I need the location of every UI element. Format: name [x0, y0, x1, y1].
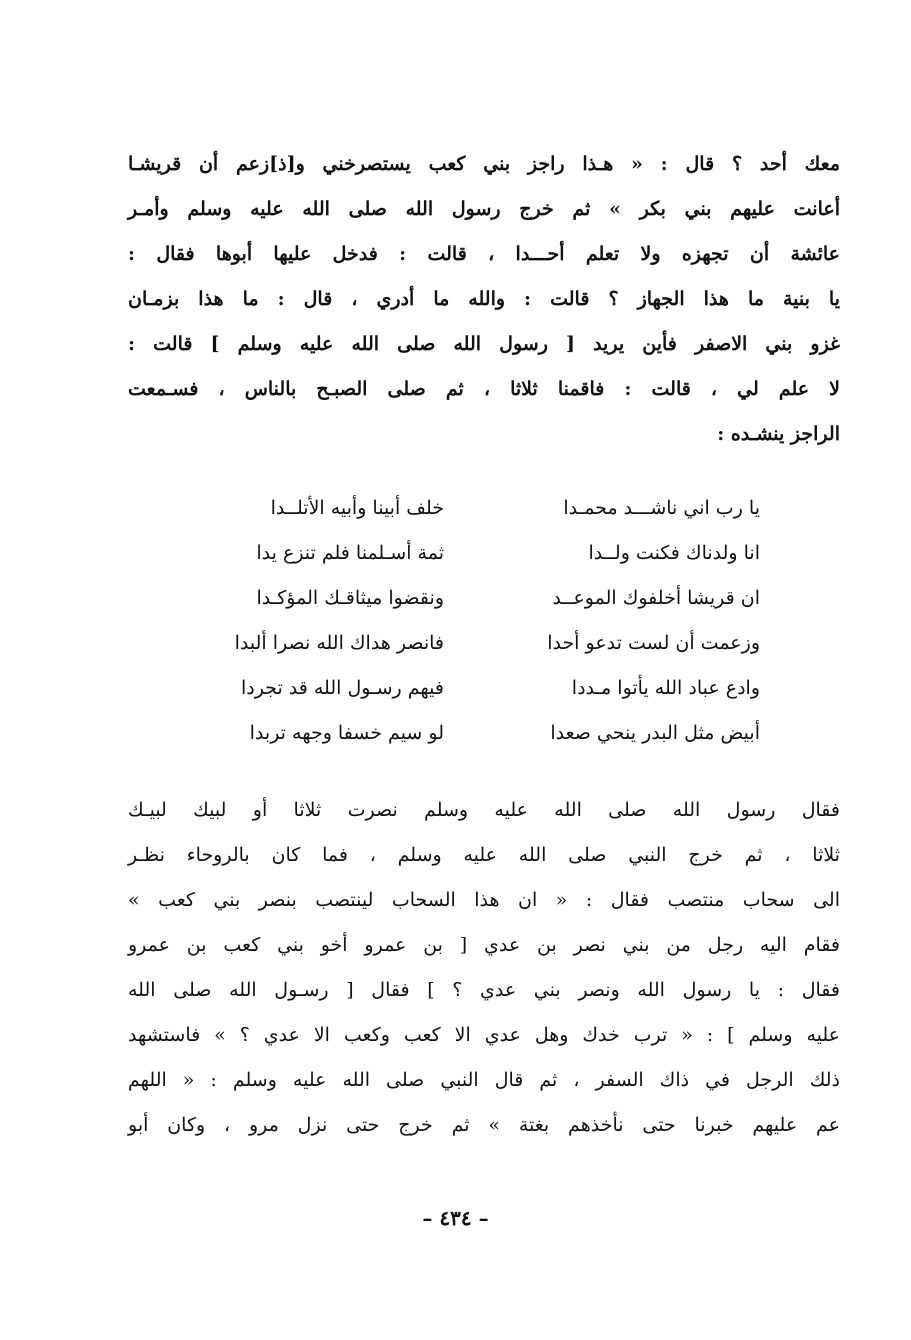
verse-first-hemistich: وزعمت أن لست تدعو أحدا — [547, 632, 760, 654]
text-line: الراجز ينشـده : — [717, 423, 840, 445]
page-number: – ٤٣٤ – — [422, 1206, 489, 1230]
text-line: فقال : يا رسول الله ونصر بني عدي ؟ ] فقال [ رسـول الله صلى الله — [128, 979, 840, 1001]
verse-second-hemistich: ثمة أسـلمنا فلم تنزع يدا — [256, 542, 444, 564]
text-line: غزو بني الاصفر فأين يريد [ رسول الله صلى الله عليه وسلم ] قالت : — [128, 333, 840, 355]
verse-second-hemistich: ونقضوا ميثاقـك المؤكـدا — [256, 587, 444, 609]
poem-verse — [160, 531, 770, 576]
verse-first-hemistich: انا ولدناك فكنت ولــدا — [588, 542, 760, 564]
paragraph-prose-1 — [128, 142, 840, 457]
poem-block — [160, 486, 770, 756]
verse-first-hemistich: ان قريشا أخلفوك الموعــد — [552, 587, 760, 609]
text-line: معك أحد ؟ قال : « هـذا راجز بني كعب يستصرخني و[ذ]زعم أن قريشـا — [128, 153, 840, 175]
text-line: عليه وسلم ] : « ترب خدك وهل عدي الا كعب وكعب الا عدي ؟ » فاستشهد — [128, 1024, 840, 1046]
verse-second-hemistich: لو سيم خسفا وجهه تربدا — [249, 722, 444, 744]
paragraph-prose-2 — [128, 788, 840, 1148]
text-line: ذلك الرجل في ذاك السفر ، ثم قال النبي صلى الله عليه وسلم : « اللهم — [128, 1069, 840, 1091]
text-line: فقام اليه رجل من بني نصر بن عدي [ بن عمرو أخو بني كعب بن عمرو — [128, 934, 840, 956]
text-line: يا بنية ما هذا الجهاز ؟ قالت : والله ما أدري ، قال : ما هذا بزمـان — [128, 288, 840, 310]
text-line: ثلاثا ، ثم خرج النبي صلى الله عليه وسلم ، فما كان بالروحاء نظـر — [128, 844, 840, 866]
verse-first-hemistich: أبيض مثل البدر ينحي صعدا — [550, 722, 760, 744]
text-line: فقال رسول الله صلى الله عليه وسلم نصرت ثلاثا أو لبيك لبيـك — [128, 799, 840, 821]
poem-verse — [160, 621, 770, 666]
verse-first-hemistich: يا رب اني ناشـــد محمـدا — [563, 497, 760, 519]
poem-verse — [160, 486, 770, 531]
verse-second-hemistich: خلف أبينا وأبيه الأتلــدا — [270, 497, 444, 519]
text-line: الى سحاب منتصب فقال : « ان هذا السحاب لينتصب بنصر بني كعب » — [128, 889, 840, 911]
poem-verse — [160, 666, 770, 711]
verse-first-hemistich: وادع عباد الله يأتوا مـددا — [571, 677, 760, 699]
verse-second-hemistich: فيهم رسـول الله قد تجردا — [240, 677, 444, 699]
poem-verse — [160, 576, 770, 621]
text-line: أعانت عليهم بني بكر » ثم خرج رسول الله صلى الله عليه وسلم وأمـر — [128, 198, 840, 220]
verse-second-hemistich: فانصر هداك الله نصرا ألبدا — [234, 632, 444, 654]
text-line: عم عليهم خبرنا حتى نأخذهم بغتة » ثم خرج حتى نزل مرو ، وكان أبو — [128, 1114, 840, 1136]
text-line: لا علم لي ، قالت : فاقمنا ثلاثا ، ثم صلى الصبـح بالناس ، فسـمعت — [128, 378, 840, 400]
poem-verse — [160, 711, 770, 756]
text-line: عائشة أن تجهزه ولا تعلم أحـــدا ، قالت : فدخل عليها أبوها فقال : — [128, 243, 840, 265]
